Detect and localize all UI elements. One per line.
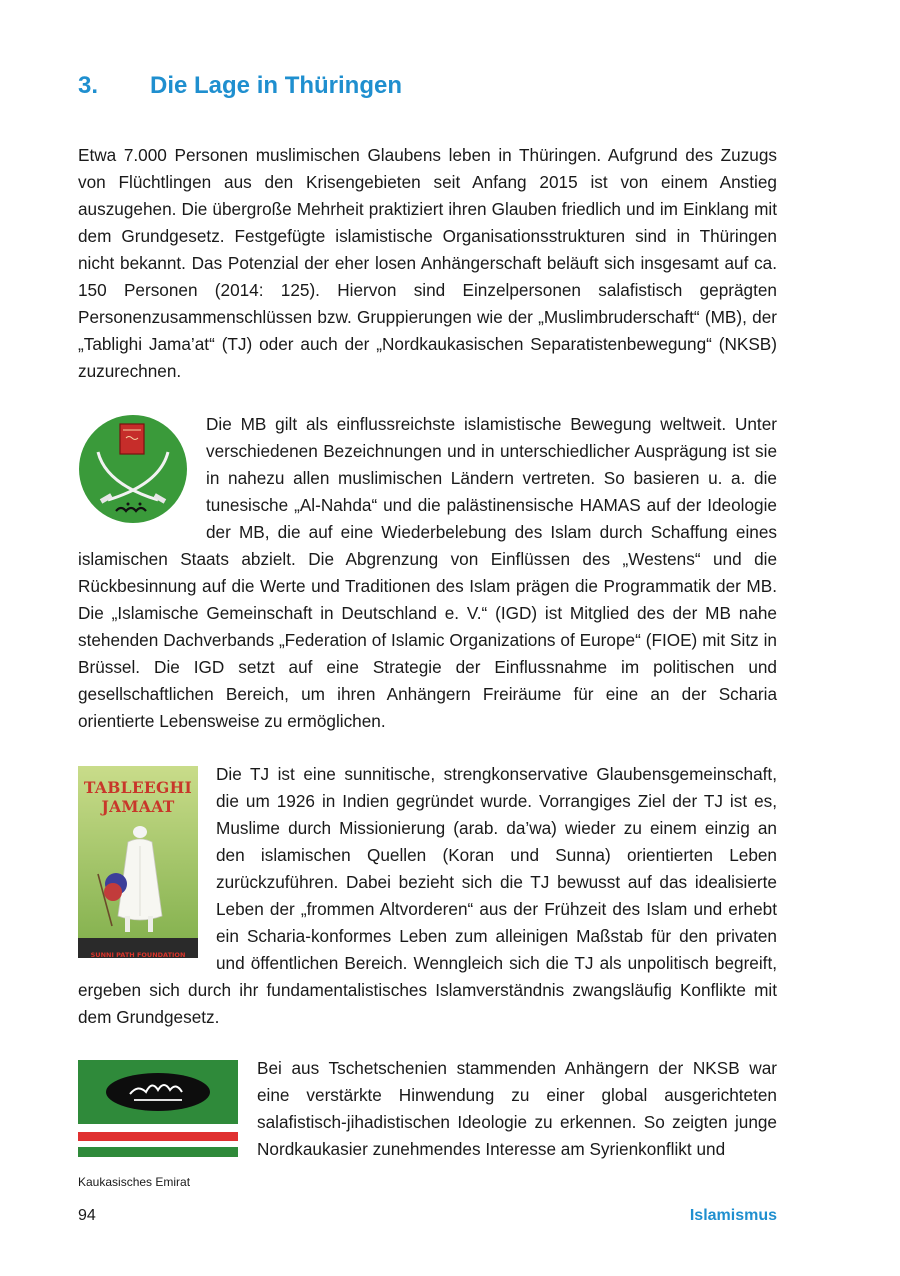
- muslim-brotherhood-emblem-icon: [78, 414, 188, 524]
- poster-title-line2: JAMAAT: [101, 797, 175, 816]
- page-number: 94: [78, 1207, 96, 1224]
- section-title: Die Lage in Thüringen: [150, 72, 403, 99]
- paragraph-intro-text: Etwa 7.000 Personen muslimischen Glaubens leben in Thüringen. Aufgrund des Zuzugs von Flüchtlingen aus den Krisengebieten seit Anfang 2015 ist von einem Anstieg auszugehen. Die übergroße Mehrheit praktiziert ihren Glauben friedlich und im Einklang mit dem Grundgesetz. Festgefügte islamistische Organisationsstrukturen sind in Thüringen nicht bekannt. Das Potenzial der eher losen Anhängerschaft beläuft sich insgesamt auf ca. 150 Personen (2014: 125). Hiervon sind Einzelpersonen salafistisch geprägten Personenzusammenschlüssen bzw. Gruppierungen wie der „Muslimbruderschaft“ (MB), der „Tablighi Jama’at“ (TJ) oder auch der „Nordkaukasischen Separatistenbewegung“ (NKSB) zuzurechnen.: [78, 145, 777, 381]
- tableeghi-jamaat-poster: [78, 766, 198, 958]
- paragraph-mb: [78, 411, 777, 735]
- section-number: 3.: [78, 72, 99, 99]
- paragraph-mb-text: Die MB gilt als einflussreichste islamistische Bewegung weltweit. Unter verschiedenen Bezeichnungen und in unterschiedlicher Ausprägung ist sie in nahezu allen muslimischen Ländern vertreten. So basieren u. a. die tunesische „Al-Nahda“ und die palästinensische HAMAS auf der Ideologie der MB, die auf eine Wiederbelebung des Islam durch Schaffung eines islamischen Staats abzielt. Die Abgrenzung von Einflüssen des „Westens“ und die Rückbesinnung auf die Werte und Traditionen des Islam prägen die Programmatik der MB. Die „Islamische Gemeinschaft in Deutschland e. V.“ (IGD) ist Mitglied des der MB nahe stehenden Dachverbands „Federation of Islamic Organizations of Europe“ (FIOE) mit Sitz in Brüssel. Die IGD setzt auf eine Strategie der Einflussnahme im politischen und gesellschaftlichen Bereich, um ihren Anhängern Freiräume für eine an der Scharia orientierte Lebensweise zu ermöglichen.: [78, 414, 777, 731]
- section-heading: [78, 72, 402, 100]
- poster-footer-text: SUNNI PATH FOUNDATION: [90, 951, 186, 958]
- footer-section-label: Islamismus: [689, 1207, 777, 1224]
- poster-title-line1: TABLEEGHI: [83, 778, 193, 797]
- paragraph-tj-text: Die TJ ist eine sunnitische, strengkonservative Glaubensgemeinschaft, die um 1926 in Indien gegründet wurde. Vorrangiges Ziel der TJ ist es, Muslime durch Missionierung (arab. da’wa) wieder zu einem einzig an den islamischen Quellen (Koran und Sunna) orientierten Leben zurückzuführen. Dabei bezieht sich die TJ bewusst auf das idealisierte Leben der „frommen Altvorderen“ aus der Frühzeit des Islam und erhebt ein Scharia-konformes Leben zum alleinigen Maßstab für den privaten und öffentlichen Bereich. Wenngleich sich die TJ als unpolitisch begreift, ergeben sich durch ihr fundamentalistisches Islamverständnis zwangsläufig Konflikte mit dem Grundgesetz.: [78, 764, 777, 1027]
- paragraph-nksb: [78, 1055, 777, 1193]
- paragraph-tj: [78, 761, 777, 1031]
- caucasus-emirate-flag-icon: [78, 1060, 238, 1157]
- flag-caption: Kaukasisches Emirat: [78, 1175, 191, 1189]
- paragraph-nksb-text: Bei aus Tschetschenien stammenden Anhängern der NKSB war eine verstärkte Hinwendung zu einer global ausgerichteten salafistisch-jihadistischen Ideologie zu erkennen. So zeigten junge Nordkaukasier zunehmendes Interesse am Syrienkonflikt und: [257, 1058, 777, 1159]
- flag-figure: [78, 1060, 238, 1189]
- paragraph-intro: [78, 142, 777, 385]
